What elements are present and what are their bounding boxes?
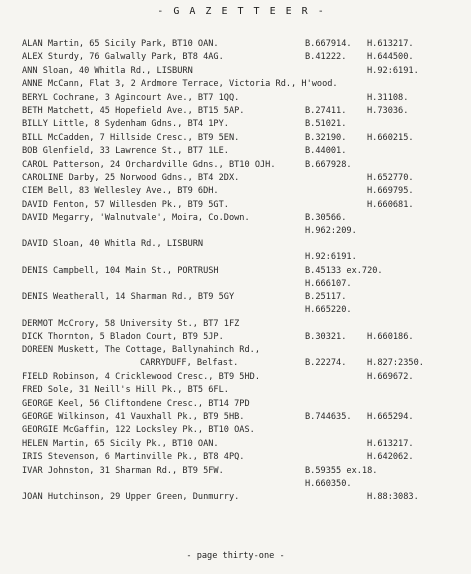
gazetteer-entry	[22, 465, 461, 491]
home-phone: H.652770.	[367, 172, 414, 183]
gazetteer-entry	[22, 398, 461, 411]
page-title: - G A Z E T T E E R -	[157, 6, 326, 17]
home-phone: H.962:209.	[305, 226, 357, 237]
entry-text: BOB Glenfield, 33 Lawrence St., BT7 1LE.	[22, 146, 229, 157]
gazetteer-entry	[22, 491, 461, 504]
entry-address-continuation: CARRYDUFF, Belfast.	[140, 358, 239, 369]
gazetteer-entry	[22, 438, 461, 451]
home-phone: H.665220.	[305, 305, 352, 316]
business-phone: B.45133 ex.720.	[305, 265, 383, 276]
home-phone: H.613217.	[367, 39, 414, 49]
entry-text: CAROLINE Darby, 25 Norwood Gdns., BT4 2DX.	[22, 172, 240, 183]
gazetteer-entry	[22, 384, 461, 397]
business-phone: B.30321.	[305, 332, 347, 343]
gazetteer-entry	[22, 265, 461, 291]
entry-text: BETH Matchett, 45 Hopefield Ave., BT15 5AP.	[22, 105, 245, 116]
gazetteer-entry	[22, 132, 461, 145]
gazetteer-entry	[22, 38, 461, 51]
entry-text: DAVID Sloan, 40 Whitla Rd., LISBURN	[22, 239, 204, 250]
gazetteer-entry	[22, 105, 461, 118]
gazetteer-entry	[22, 118, 461, 131]
gazetteer-entry	[22, 78, 461, 91]
entry-text: DICK Thornton, 5 Bladon Court, BT9 5JP.	[22, 332, 224, 343]
business-phone: B.22274.	[305, 358, 347, 369]
entry-text: FRED Sole, 31 Neill's Hill Pk., BT5 6FL.	[22, 385, 229, 396]
gazetteer-entry	[22, 172, 461, 185]
business-phone: B.41222.	[305, 52, 347, 63]
entry-text: DAVID Fenton, 57 Willesden Pk., BT9 5GT.	[22, 199, 229, 210]
home-phone: H.660681.	[367, 199, 414, 210]
entry-text: GEORGIE McGaffin, 122 Locksley Pk., BT10 OAS.	[22, 425, 255, 436]
entry-text: ALEX Sturdy, 76 Galwally Park, BT8 4AG.	[22, 52, 224, 63]
entry-text: HELEN Martin, 65 Sicily Pk., BT10 OAN.	[22, 438, 219, 449]
gazetteer-entry	[22, 51, 461, 64]
gazetteer-entry	[22, 318, 461, 331]
business-phone: B.667928.	[305, 159, 352, 170]
home-phone: H.644500.	[367, 52, 414, 63]
business-phone: B.27411.	[305, 105, 347, 116]
entry-text: CIEM Bell, 83 Wellesley Ave., BT9 6DH.	[22, 186, 219, 197]
gazetteer-entry	[22, 199, 461, 212]
gazetteer-entry	[22, 424, 461, 437]
home-phone: H.642062.	[367, 452, 414, 463]
gazetteer-entry	[22, 212, 461, 238]
home-phone: H.73036.	[367, 105, 409, 116]
gazetteer-entry	[22, 411, 461, 424]
home-phone: H.660215.	[367, 132, 414, 143]
home-phone: H.660186.	[367, 332, 414, 343]
entry-text: IVAR Johnston, 31 Sharman Rd., BT9 5FW.	[22, 465, 224, 476]
home-phone: H.92:6191.	[367, 65, 419, 76]
page-footer: - page thirty-one -	[186, 551, 285, 561]
home-phone: H.827:2350.	[367, 358, 424, 369]
entry-text: CAROL Patterson, 24 Orchardville Gdns., BT10 OJH.	[22, 159, 276, 170]
home-phone: H.92:6191.	[305, 252, 357, 263]
entry-text: DOREEN Muskett, The Cottage, Ballynahinch Rd.,	[22, 345, 260, 356]
home-phone: H.613217.	[367, 438, 414, 449]
business-phone: B.25117.	[305, 292, 347, 303]
gazetteer-entry	[22, 238, 461, 264]
home-phone: H.669795.	[367, 186, 414, 197]
business-phone: B.51021.	[305, 119, 347, 130]
business-phone: B.44001.	[305, 146, 347, 157]
entry-text: DENIS Campbell, 104 Main St., PORTRUSH	[22, 265, 219, 276]
entry-text: GEORGE Keel, 56 Cliftondene Cresc., BT14 7PD	[22, 398, 250, 409]
gazetteer-entry	[22, 65, 461, 78]
entry-text: DAVID Megarry, 'Walnutvale', Moira, Co.Down.	[22, 213, 250, 224]
home-phone: H.660350.	[305, 478, 352, 489]
gazetteer-entry	[22, 145, 461, 158]
entry-text: ALAN Martin, 65 Sicily Park, BT10 OAN.	[22, 39, 219, 49]
gazetteer-entry	[22, 92, 461, 105]
gazetteer-entry	[22, 371, 461, 384]
gazetteer-entry	[22, 344, 461, 370]
gazetteer-entry	[22, 159, 461, 172]
entry-text: FIELD Robinson, 4 Cricklewood Cresc., BT9 5HD.	[22, 371, 260, 382]
business-phone: B.30566.	[305, 213, 347, 224]
entry-list	[22, 38, 461, 504]
business-phone: B.667914.	[305, 39, 352, 49]
gazetteer-entry	[22, 185, 461, 198]
home-phone: H.31108.	[367, 92, 409, 103]
entry-text: GEORGE Wilkinson, 41 Vauxhall Pk., BT9 5HB.	[22, 411, 245, 422]
business-phone: B.59355 ex.18.	[305, 465, 378, 476]
entry-text: ANN Sloan, 40 Whitla Rd., LISBURN	[22, 65, 193, 76]
gazetteer-entry	[22, 291, 461, 317]
entry-text: DERMOT McCrory, 58 University St., BT7 1FZ	[22, 318, 240, 329]
entry-text: IRIS Stevenson, 6 Martinville Pk., BT8 4PQ.	[22, 452, 245, 463]
gazetteer-entry	[22, 451, 461, 464]
home-phone: H.666107.	[305, 278, 352, 289]
home-phone: H.665294.	[367, 411, 414, 422]
entry-text: JOAN Hutchinson, 29 Upper Green, Dunmurry.	[22, 491, 240, 502]
entry-text: BERYL Cochrane, 3 Agincourt Ave., BT7 1QQ.	[22, 92, 240, 103]
business-phone: B.32190.	[305, 132, 347, 143]
home-phone: H.88:3083.	[367, 491, 419, 502]
entry-text: BILL McCadden, 7 Hillside Cresc., BT9 5EN.	[22, 132, 240, 143]
business-phone: B.744635.	[305, 411, 352, 422]
home-phone: H.669672.	[367, 371, 414, 382]
entry-text: ANNE McCann, Flat 3, 2 Ardmore Terrace, Victoria Rd., H'wood.	[22, 79, 338, 90]
gazetteer-entry	[22, 331, 461, 344]
entry-text: DENIS Weatherall, 14 Sharman Rd., BT9 5GY	[22, 292, 235, 303]
entry-text: BILLY Little, 8 Sydenham Gdns., BT4 1PY.	[22, 119, 229, 130]
